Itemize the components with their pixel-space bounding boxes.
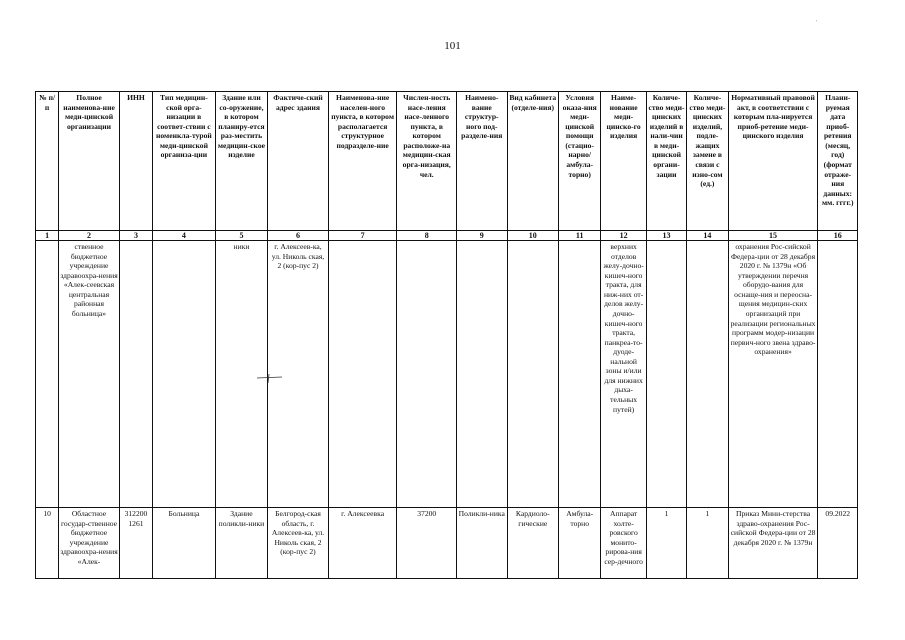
column-header-6: Фактиче-ский адрес здания [268,92,329,231]
cell-row10-12: Аппарат холте-ровского монито-рирова-ния сер-дечного [601,508,646,579]
corner-mark: ' [815,20,817,26]
cell-row10-4: Больница [153,508,216,579]
cell-continued-3 [119,241,152,508]
cell-row10-7: г. Алексеевка [328,508,397,579]
cell-continued-4 [153,241,216,508]
cell-row10-1: 10 [36,508,59,579]
cell-row10-15: Приказ Мини-стерства здраво-охранения Рос-сийской Федера-ции от 28 декабря 2020 г. № 1379н [728,508,818,579]
table-row [36,508,858,579]
cell-continued-6: г. Алексеев-ка, ул. Николь ская, 2 (кор-пус 2) [268,241,329,508]
cell-row10-2: Областное государ-ственное бюджетное учреждение здравоохра-нения «Алек- [59,508,120,579]
column-header-16: Плани-руемая дата приоб-ретения (месяц, год) (формат отраже-ния данных: мм. гггг.) [818,92,858,231]
cell-continued-1 [36,241,59,508]
cell-continued-2: ственное бюджетное учреждение здравоохра-нения «Алек-сеевская центральная районная больница» [59,241,120,508]
column-number-3: 3 [119,231,152,241]
column-number-2: 2 [59,231,120,241]
cell-continued-16 [818,241,858,508]
cell-continued-8 [397,241,457,508]
cell-row10-6: Белгород-ская область, г. Алексеев-ка, ул. Николь ская, 2 (кор-пус 2) [268,508,329,579]
cell-row10-16: 09.2022 [818,508,858,579]
medical-equipment-table [35,91,858,579]
cell-row10-8: 37200 [397,508,457,579]
cell-continued-7 [328,241,397,508]
column-number-5: 5 [215,231,268,241]
column-number-9: 9 [457,231,507,241]
pen-mark [255,372,285,384]
cell-row10-13: 1 [646,508,686,579]
cell-continued-14 [687,241,728,508]
column-header-2: Полное наименова-ние меди-цинской организации [59,92,120,231]
column-header-1: № п/п [36,92,59,231]
column-number-8: 8 [397,231,457,241]
column-header-9: Наимено-вание структур-ного под-разделе-ния [457,92,507,231]
column-number-4: 4 [153,231,216,241]
cell-continued-15: охранения Рос-сийской Федера-ции от 28 декабря 2020 г. № 1379н «Об утверждении перечня оборудо-вания для оснаще-ния и переосна-щения медицин-ских организаций при реализации региональных программ модер-низации первич-ного звена здраво-охранения» [728,241,818,508]
cell-row10-10: Кардиоло-гические [507,508,559,579]
column-header-10: Вид кабинета (отделе-ния) [507,92,559,231]
column-header-8: Числен-ность насе-ления насе-ленного пункта, в котором расположе-на медицин-ская орга-низация, чел. [397,92,457,231]
column-header-11: Условия оказа-ния меди-цинской помощи (стацио-нарно/ амбула-торно) [559,92,601,231]
cell-row10-9: Поликли-ника [457,508,507,579]
cell-continued-5: ники [215,241,268,508]
column-number-12: 12 [601,231,646,241]
column-number-10: 10 [507,231,559,241]
table-row [36,241,858,508]
cell-continued-11 [559,241,601,508]
header-row [36,92,858,231]
cell-continued-12: верхних отделов желу-дочно-кишеч-ного тракта, для ниж-них от-делов желу-дочно-кишеч-ного тракта, панкреа-то-дуоде-нальной зоны и/или для нижних дыха-тельных путей) [601,241,646,508]
cell-row10-14: 1 [687,508,728,579]
column-number-7: 7 [328,231,397,241]
cell-continued-13 [646,241,686,508]
cell-row10-11: Амбула-торно [559,508,601,579]
cell-row10-5: Здание поликли-ники [215,508,268,579]
column-number-14: 14 [687,231,728,241]
cell-continued-10 [507,241,559,508]
column-number-1: 1 [36,231,59,241]
column-number-13: 13 [646,231,686,241]
column-number-11: 11 [559,231,601,241]
column-header-15: Нормативный правовой акт, в соответствии с которым пла-нируется приоб-ретение меди-цинского изделия [728,92,818,231]
column-number-row [36,231,858,241]
cell-continued-9 [457,241,507,508]
column-number-16: 16 [818,231,858,241]
column-number-6: 6 [268,231,329,241]
column-header-4: Тип медицин-ской орга-низации в соответ-ствии с номенкла-турой меди-цинской организа-ции [153,92,216,231]
column-header-3: ИНН [119,92,152,231]
column-number-15: 15 [728,231,818,241]
column-header-5: Здание или со-оружение, в котором планиру-ется раз-местить медицин-ское изделие [215,92,268,231]
column-header-14: Количе-ство меди-цинских изделий, подле-жащих замене в связи с изно-сом (ед.) [687,92,728,231]
column-header-7: Наименова-ние населен-ного пункта, в котором располагается структурное подразделе-ние [328,92,397,231]
cell-row10-3: 312200 1261 [119,508,152,579]
page-number: 101 [444,40,461,52]
column-header-13: Количе-ство меди-цинских изделий в нали-чии в меди-цинской органи-зации [646,92,686,231]
column-header-12: Наиме-нование меди-цинско-го изделия [601,92,646,231]
